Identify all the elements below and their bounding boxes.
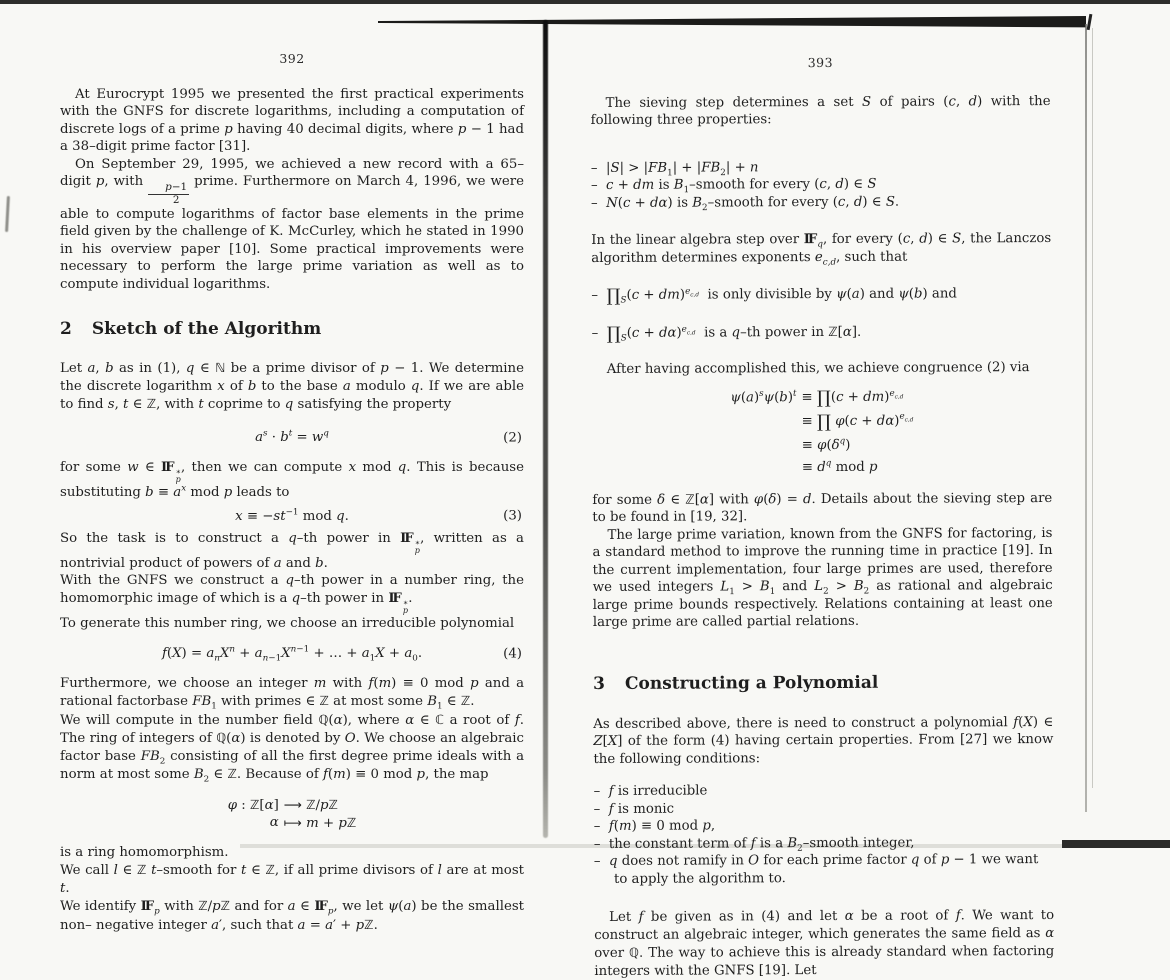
section-number: 3 — [593, 673, 605, 694]
condition-item-2: – f is monic — [593, 801, 675, 817]
page-number-right: 393 — [807, 54, 834, 71]
properties-list — [591, 158, 1051, 213]
paragraph-homomorphism: is a ring homomorphism. — [60, 844, 229, 860]
condition-item-3: – f(m) ≡ 0 mod p, — [593, 818, 716, 835]
ring-map-display — [228, 796, 357, 833]
left-page — [0, 4, 546, 933]
condition-item-1: – f is irreducible — [593, 783, 708, 800]
property-item-1: – $|S| > |FB_1| + |FB_2| + n$ — [590, 159, 759, 178]
congruence-lhs-spacer-2 — [731, 437, 797, 455]
paragraph-let-f: Let f be given as in (4) and let α be a root of f. We want to construct an algebraic integer, which generates the same field as α over ℚ. The way to achieve this is already standard when factoring integers with the GNFS [19]. Let — [594, 908, 1055, 979]
equation-3-body: $x \equiv -st^{-1}$ mod q. — [235, 507, 349, 524]
map-lhs-1: φ : ℤ[α] — [227, 796, 279, 813]
property-item-3: – N(c + dα) is $B_2$–smooth for every (c, d) ∈ S. — [590, 194, 900, 213]
section-number: 2 — [60, 319, 72, 340]
condition-item-4: – the constant term of f is a $B_2$–smooth integer, — [593, 835, 915, 854]
equation-3 — [60, 508, 524, 526]
map-rhs-1: ⟶ ℤ/pℤ — [283, 796, 338, 813]
equation-4 — [60, 645, 524, 663]
paragraph-generate-ring: To generate this number ring, we choose an irreducible polynomial — [60, 615, 515, 631]
paragraph-sieving: The sieving step determines a set S of pairs (c, d) with the following three properties: — [590, 93, 1051, 129]
paragraph-task: So the task is to construct a q–th power in I F ∗ p , written as a nontrivial product of powers of a and b. — [60, 530, 524, 572]
paragraph-identify-fp: We identify I $F_p$ with ℤ/pℤ and for a ∈ I $F_p$, we let ψ(a) be the smallest non– negative integer a′, such that a = a′ + pℤ. — [60, 897, 524, 934]
page-number-left: 392 — [279, 51, 305, 66]
paragraph-after-accomplished: After having accomplished this, we achieve congruence (2) via — [606, 359, 1030, 377]
paragraph-poly-intro: As described above, there is need to construct a polynomial f(X) ∈ Z[X] of the form (4) having certain properties. From [27] we know the following conditions: — [593, 714, 1054, 767]
equation-4-number: (4) — [503, 646, 522, 662]
congruence-lhs-spacer-1 — [730, 413, 796, 432]
paragraph-large-prime: The large prime variation, known from the GNFS for factoring, is a standard method to improve the running time in practice [19]. In the current implementation, four large primes are used, therefore we used integers $L_1 > B_1$ and $L_2 > B_2$ as rational and algebraic large prime bounds respectively. Relations containing at least one large prime are called partial relations. — [592, 525, 1053, 631]
congruence-lhs: $\psi(a)^s\psi(b)^t$ — [730, 388, 797, 406]
paragraph-eurocrypt: At Eurocrypt 1995 we presented the first practical experiments with the GNFS for discrete logarithms, including a computation of discrete logs of a prime p having 40 decimal digits, where p − 1 had a 38–digit prime factor [31]. — [60, 86, 524, 154]
congruence-lhs-spacer-3 — [731, 459, 797, 477]
property-item-2: – c + dm is $B_1$–smooth for every (c, d) ∈ S — [590, 176, 877, 196]
conditions-list — [594, 781, 1054, 888]
paragraph-record: On September 29, 1995, we achieved a new record with a 65–digit p, with $\frac{p-1}{2}$ prime. Furthermore on March 4, 1996, we were able to compute logarithms of factor base elements in the prime field given by the challenge of K. McCurley, which he stated in 1990 in his overview paper [10]. Some practical improvements were necessary to perform the large prime variation as well as to compute individual logarithms. — [60, 156, 524, 292]
condition-item-5: – q does not ramify in O for each prime factor q of p − 1 we want to apply the algorithm to. — [593, 852, 1039, 887]
congruence-row-3: ≡ $\varphi(\delta^q)$ — [801, 436, 851, 453]
map-lhs-2: α — [269, 815, 279, 831]
paragraph-let-ab: Let a, b as in (1), q ∈ ℕ be a prime divisor of p − 1. We determine the discrete logarithm x of b to the base a modulo q. If we are able to find s, t ∈ ℤ, with t coprime to q satisfying the property — [60, 360, 525, 413]
congruence-row-4: ≡ $d^q$ mod p — [801, 458, 878, 476]
paragraph-for-some-delta: for some δ ∈ ℤ[α] with φ(δ) = d. Details about the sieving step are to be found in [19, 32]. — [592, 490, 1053, 526]
right-page — [556, 13, 1090, 979]
paragraph-for-some-w: for some w ∈ I F ∗ p , then we can compute x mod q. This is because substituting $b \equiv a^x$ mod p leads to — [60, 459, 524, 501]
congruence-row-1: ≡ ∏(c + dm)$^{e_{c,d}}$ — [801, 388, 904, 409]
congruence-row-2: ≡ ∏ $\varphi(c + d\alpha)^{e_{c,d}}$ — [801, 412, 914, 433]
lanczos-item-1: – $\prod_S(c + dm)^{e_{c,d}}$ is only divisible by ψ(a) and ψ(b) and — [591, 286, 957, 307]
section-heading-3 — [593, 672, 1053, 694]
paragraph-linear-algebra: In the linear algebra step over I $F_q$, for every (c, d) ∈ S, the Lanczos algorithm determines exponents $e_{c,d}$, such that — [591, 230, 1051, 267]
equation-4-body: $f(X) = a_nX^n + a_{n-1}X^{n-1}$ + … + $a_1X + a_0$. — [161, 644, 423, 664]
section-title: Sketch of the Algorithm — [91, 319, 322, 340]
equation-2 — [60, 429, 524, 447]
lanczos-item-2: – $\prod_S(c + d\alpha)^{e_{c,d}}$ is a q–th power in ℤ[α]. — [591, 324, 862, 345]
congruence-display — [730, 389, 913, 477]
paragraph-furthermore: Furthermore, we choose an integer m with f(m) ≡ 0 mod p and a rational factorbase $FB_1$ with primes ∈ ℤ at most some $B_1$ ∈ ℤ. — [60, 675, 524, 712]
map-rhs-2: ⟼ m + pℤ — [283, 815, 357, 832]
paragraph-number-field: We will compute in the number field ℚ(α), where α ∈ ℂ a root of f. The ring of integers of ℚ(α) is denoted by O. We choose an algebraic factor base $FB_2$ consisting of all the first degree prime ideals with a norm at most some $B_2$ ∈ ℤ. Because of f(m) ≡ 0 mod p, the map — [60, 711, 524, 785]
section-title: Constructing a Polynomial — [624, 672, 879, 694]
paragraph-t-smooth: We call l ∈ ℤ t–smooth for t ∈ ℤ, if all prime divisors of l are at most t. — [60, 862, 524, 896]
section-heading-2 — [60, 319, 524, 339]
equation-2-number: (2) — [503, 429, 522, 445]
equation-3-number: (3) — [503, 508, 522, 524]
right-page-edge-line-2 — [1092, 28, 1093, 788]
paragraph-with-gnfs: With the GNFS we construct a q–th power in a number ring, the homomorphic image of which is a q–th power in I F ∗ p . — [60, 572, 524, 614]
equation-2-body: $a^s \cdot b^t = w^q$ — [255, 428, 329, 445]
